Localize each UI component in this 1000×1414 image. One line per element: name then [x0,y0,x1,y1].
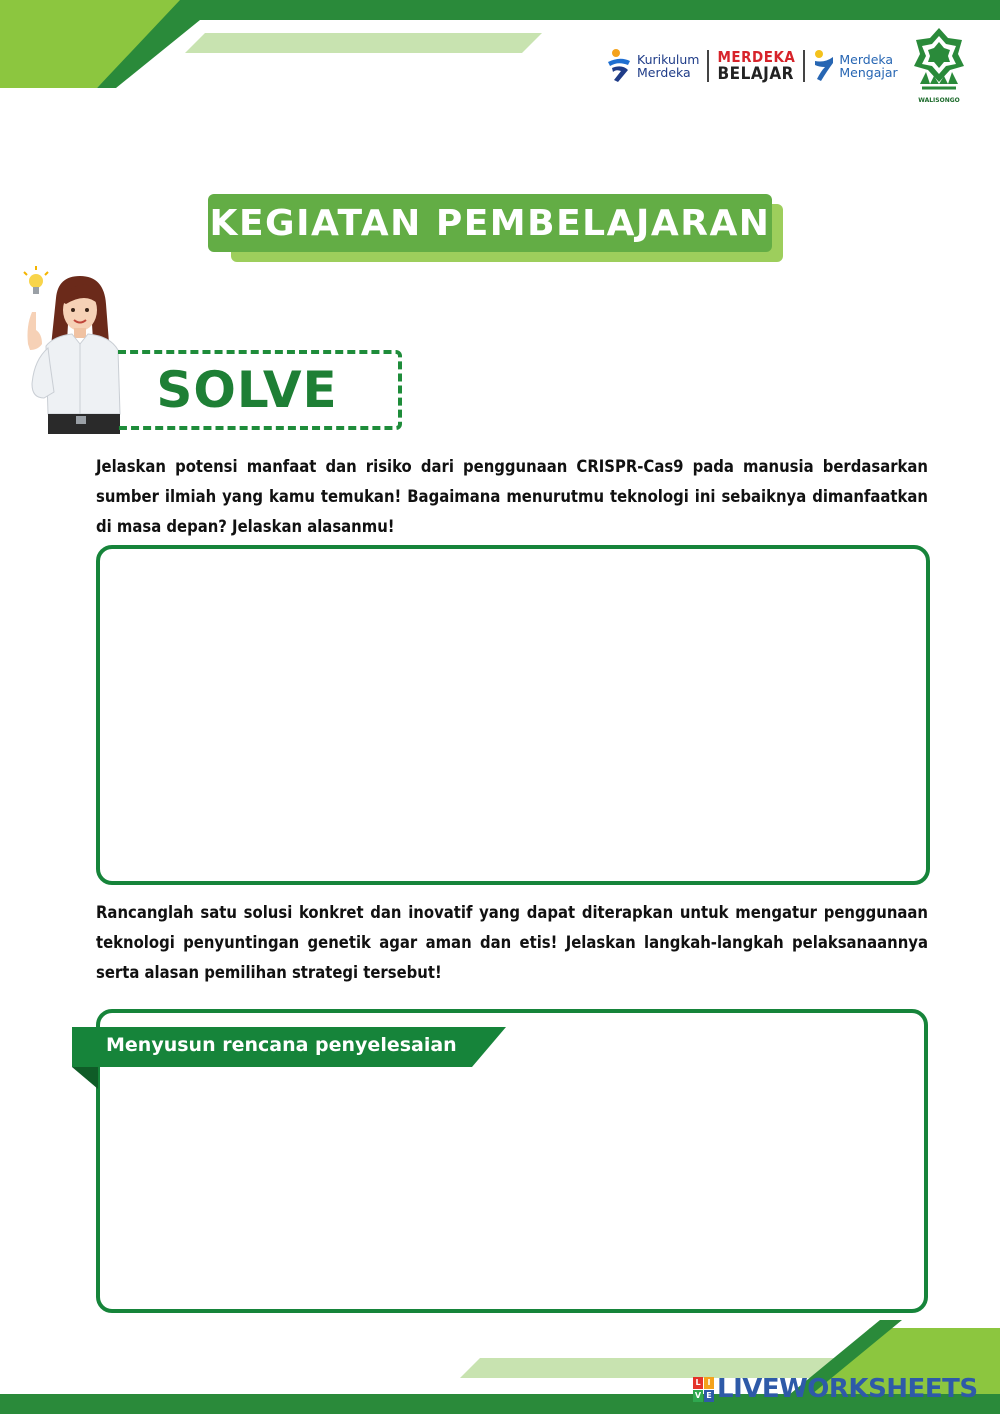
answer-ribbon-label: Menyusun rencana penyelesaian [106,1034,457,1056]
mengajar-label: Mengajar [839,65,898,80]
page-title: KEGIATAN PEMBELAJARAN [209,202,771,244]
light-bulb-icon [24,266,48,294]
liveworksheets-text: LIVEWORKSHEETS [717,1374,978,1404]
kurikulum-label: Kurikulum [637,52,700,67]
block-letter: L [693,1377,703,1389]
walisongo-emblem-icon [912,26,966,96]
teacher-illustration [14,264,130,434]
merdeka-label: Merdeka [839,52,894,67]
merdeka-mengajar-icon [813,49,835,83]
walisongo-logo [912,26,966,104]
liveworksheets-watermark [693,1375,978,1403]
title-banner [208,194,772,252]
question-2-text: Rancanglah satu solusi konkret dan inovatif yang dapat diterapkan untuk mengatur penggunaan teknologi penyuntingan genetik agar aman dan etis! Jelaskan langkah-langkah pelaksanaannya serta alasan pemilihan strategi tersebut! [96,903,928,982]
block-letter: V [694,1390,702,1400]
merdeka-belajar-logo [717,49,795,83]
block-letter: E [704,1390,714,1402]
kurikulum-merdeka-logo [606,48,699,84]
section-label-box [118,350,402,430]
question-1-text: Jelaskan potensi manfaat dan risiko dari penggunaan CRISPR-Cas9 pada manusia berdasarkan sumber ilmiah yang kamu temukan! Bagaimana menurutmu teknologi ini sebaiknya dimanfaatkan di masa depan? Jelaskan alasanmu! [96,457,928,536]
partner-logos [606,44,898,88]
merdeka-label: Merdeka [637,65,691,80]
logo-divider [707,50,709,82]
merdeka-mengajar-logo [813,49,897,83]
kurikulum-merdeka-icon [606,48,632,84]
logo-divider [803,50,805,82]
section-label: SOLVE [156,361,338,419]
answer-box-1[interactable] [96,545,930,885]
merdeka-belajar-line1: MERDEKA [717,48,796,66]
walisongo-caption: WALISONGO [918,97,960,104]
answer-ribbon [72,1027,512,1089]
merdeka-belajar-line2: BELAJAR [717,64,794,84]
block-letter: I [704,1377,714,1389]
liveworksheets-blocks-icon [693,1377,714,1402]
